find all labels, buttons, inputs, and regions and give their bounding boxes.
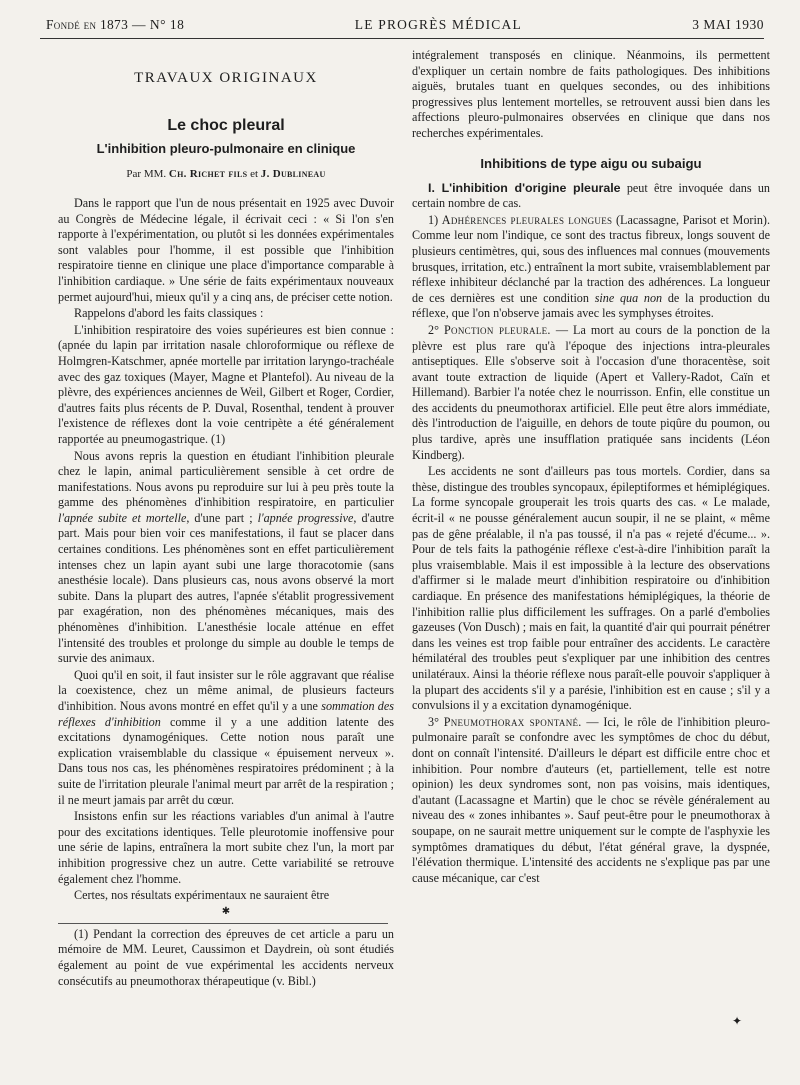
- small-caps-heading: Pneumothorax spontané.: [443, 714, 582, 729]
- item-number: 1): [428, 212, 442, 227]
- byline-prefix: Par MM.: [126, 168, 167, 180]
- right-column: [412, 48, 770, 886]
- text-run: , d'une part ;: [186, 510, 258, 525]
- paragraph: [412, 213, 770, 322]
- paragraph: intégralement transposés en clinique. Néanmoins, ils permettent d'expliquer un certain nombre de faits pathologiques. Des inhibitions aiguës, brutales tuant en quelques secondes, ou des inhibitions progressives plus lentement mortelles, se retrouvent aussi bien dans les affections pleuro-pulmonaires observées en clinique que dans nos recherches expérimentales.: [412, 48, 770, 140]
- end-mark-icon: ✦: [732, 1014, 743, 1028]
- paragraph: [412, 181, 770, 212]
- byline-et: et: [250, 168, 259, 180]
- paragraph: [412, 715, 770, 887]
- emphasis: l'apnée progressive: [257, 510, 354, 525]
- emphasis: sommation des réflexes d'inhibition: [58, 699, 394, 729]
- paragraph: [412, 323, 770, 463]
- separator-star-icon: ✱: [221, 905, 231, 917]
- paragraph: Insistons enfin sur les réactions variables d'un animal à l'autre pour des excitations identiques. Telle pleurotomie inoffensive pour une série de lapins, entraînera la mort subite chez l'un, la mort par inhibition progressive chez un autre. Cette variabilité se retrouve également chez l'homme.: [58, 809, 394, 886]
- item-number: 2°: [428, 322, 444, 337]
- paragraph: Les accidents ne sont d'ailleurs pas tous mortels. Cordier, dans sa thèse, distingue des troubles syncopaux, épileptiformes et hémiplégiques. La forme syncopale grouperait les trois quarts des cas. « Le malade, écrit-il « ne pousse généralement aucun soupir, il ne se plaint, « même pas de gêne préalable, il n'a pas toussé, il n'a pas « rejeté d'écume... ». Pour de tels faits la pathogénie réflexe c'est-à-dire l'inhibition paraît la plus vraisemblable. Mais il est impossible à la lecture des observations d'affirmer si le malade meurt d'inhibition respiratoire ou d'inhibition cardiaque. En présence des manifestations hémiplégiques, la théorie de l'inhibition rallie plus difficilement les suffrages. On a parlé d'embolies gazeuses (Von Dusch) ; mais en fait, la quantité d'air qui pourrait pénétrer dans les veines est trop faible pour entraîner des accidents. Le caractère hémilatéral des troubles peut s'expliquer par une inhibition des centres unilatéraux. Ainsi la théorie réflexe nous paraît-elle pouvoir s'appliquer à la plupart des accidents s'il y a parésie, l'inhibition est en cause ; s'il y a convulsions il y a excitation dynamogénique.: [412, 464, 770, 713]
- section-heading: TRAVAUX ORIGINAUX: [134, 70, 318, 86]
- issue-date: 3 MAI 1930: [692, 17, 764, 32]
- text-run: peut être invoquée dans un certain nombre de cas.: [412, 180, 770, 211]
- article-title: Le choc pleural: [167, 117, 285, 134]
- text-run: (Lacassagne, Parisot et Morin). Comme leur nom l'indique, ce sont des tractus fibreux, longs souvent de plusieurs centimètres, qui, sous des influences mal connues (mouvements brusques, irritation, etc.) entraînent la mort subite, vraisemblablement par réflexe inhibiteur déclanché par la traction des adhérences. La longueur de ces dernières est une condition: [412, 212, 770, 305]
- text-run: — La mort au cours de la ponction de la plèvre est plus rare qu'à l'époque des injections intra-pleurales antiseptiques. Elle s'observe soit à l'occasion d'une thoracentèse, soit avant toute extraction de liquide (Apert et Vallery-Radot, Caïn et Hillemand). Barbier l'a notée chez le nourrisson. Enfin, elle constitue un des accidents du pneumothorax artificiel. Elle peut être alors immédiate, dès l'introduction de l'aiguille, en dehors de toute piqûre du poumon, ou plus tardive, après une insufflation pratiquée sans incidents (Léon Kindberg).: [412, 322, 770, 462]
- article-subtitle: L'inhibition pleuro-pulmonaire en clinique: [96, 141, 356, 156]
- text-run: , d'autre part. Mais pour bien voir ces manifestations, il faut se placer dans certaines conditions. Les phénomènes sont en effet particulièrement intenses chez un lapin ayant subi une large thoracotomie (sans anesthésie locale). Dans plusieurs cas, nous avons observé la mort subite. Dans la plupart des autres, l'apnée s'établit progressivement par exagération, non des phénomènes mécaniques, mais des phénomènes d'inhibition. L'anesthésie locale atténue en effet l'intensité des troubles et prolonge du simple au double le temps de survie des animaux.: [58, 510, 394, 666]
- lead-in: I. L'inhibition d'origine pleurale: [428, 180, 621, 195]
- paragraph: [58, 449, 394, 667]
- emphasis: sine qua non: [594, 290, 663, 305]
- author-dublineau: J. Dublineau: [260, 168, 326, 180]
- text-run: Quoi qu'il en soit, il faut insister sur le rôle aggravant que réalise la coexistence, chez un même animal, de plusieurs facteurs d'inhibition. Nous avons montré en effet qu'il y a une: [58, 667, 394, 713]
- text-run: — Ici, le rôle de l'inhibition pleuro-pulmonaire paraît se confondre avec les symptômes de choc du début, dont on connaît l'intensité. D'ailleurs le départ est difficile entre choc et inhibition. Pour nombre d'auteurs (et, partiellement, telle est notre opinion) les deux syndromes sont, non pas voisins, mais identiques, d'autant (Lacassagne et Martin) que le choc se révèle généralement au niveau des « zones inhibantes ». Sauf peut-être pour le pneumothorax à soupape, on ne saurait mettre uniquement sur le compte de l'asphyxie les symptômes dramatiques du début, l'état général grave, la dyspnée, l'élévation thermique. L'intensité des accidents ne s'explique pas par une cause mécanique, car c'est: [412, 714, 770, 885]
- text-run: Nous avons repris la question en étudiant l'inhibition pleurale chez le lapin, animal particulièrement sensible à cet ordre de manifestations. Nous avons pu reproduire sur lui à peu près toute la gamme des phénomènes d'inhibition respiratoire, en particulier: [58, 448, 394, 510]
- paragraph: Certes, nos résultats expérimentaux ne sauraient être: [74, 888, 330, 903]
- small-caps-heading: Adhérences pleurales longues: [441, 212, 613, 227]
- paragraph: Rappelons d'abord les faits classiques :: [74, 306, 264, 321]
- emphasis: l'apnée subite et mortelle: [58, 510, 187, 525]
- founded-and-issue: [46, 17, 184, 33]
- text-run: comme il y a une addition latente des excitations dynamogéniques. Cette notion nous paraît une explication vraisemblable du classique « épuisement nerveux ». Dans tous nos cas, les phénomènes respiratoires prédominent ; à la suite de l'irritation pleurale l'animal meurt par arrêt de la respiration ; il ne meurt jamais par arrêt du cœur.: [58, 714, 395, 807]
- founded-label: Fondé en 1873: [46, 17, 129, 32]
- item-number: 3°: [428, 714, 444, 729]
- paragraph: Dans le rapport que l'un de nous présentait en 1925 avec Duvoir au Congrès de Médecine légale, il écrivait ceci : « Si l'on s'en rapporte à l'expérimentation, ou plutôt si les données expérimentales sont valables pour l'homme, il est possible que l'inhibition respiratoire tienne en clinique une place d'importance comparable à l'inhibition cardiaque. » Une série de faits expérimentaux nouveaux permet aujourd'hui, mieux qu'il y a cinq ans, de préciser cette notion.: [58, 196, 394, 304]
- paragraph: [58, 668, 394, 808]
- footnote: (1) Pendant la correction des épreuves de cet article a paru un mémoire de MM. Leuret, Caussimon et Daydrein, où sont étudiés également au point de vue expérimental les accidents nerveux consécutifs au pneumothorax thérapeutique (v. Bibl.): [58, 926, 394, 988]
- byline: [58, 168, 394, 180]
- subsection-heading: Inhibitions de type aigu ou subaigu: [480, 155, 702, 171]
- small-caps-heading: Ponction pleurale.: [444, 322, 551, 337]
- paragraph: L'inhibition respiratoire des voies supérieures est bien connue : (apnée du lapin par irritation nasale chloroformique ou réflexe de Holmgren-Katschmer, apnée mortelle par irritation laryngo-trachéale avec des gaz toxiques (Mayer, Magne et Plantefol). Au niveau de la plèvre, des expériences anciennes de Weil, Gilbert et Roger, Cordier, d'autres faits plus récents de P. Duval, Rosenthal, tendent à prouver l'existence de réflexes dont la voie centripète a été généralement rapportée au pneumogastrique. (1): [58, 322, 394, 446]
- text-run: de la production du réflexe, que l'on n'observe jamais avec les symphyses étroites.: [412, 290, 770, 321]
- header-rule: [40, 38, 764, 39]
- running-header: [46, 14, 764, 36]
- journal-title: LE PROGRÈS MÉDICAL: [354, 17, 522, 32]
- author-richet: Ch. Richet fils: [168, 168, 248, 180]
- footnote-rule: [58, 923, 388, 924]
- issue-number: — N° 18: [132, 17, 185, 32]
- left-column: [58, 48, 394, 989]
